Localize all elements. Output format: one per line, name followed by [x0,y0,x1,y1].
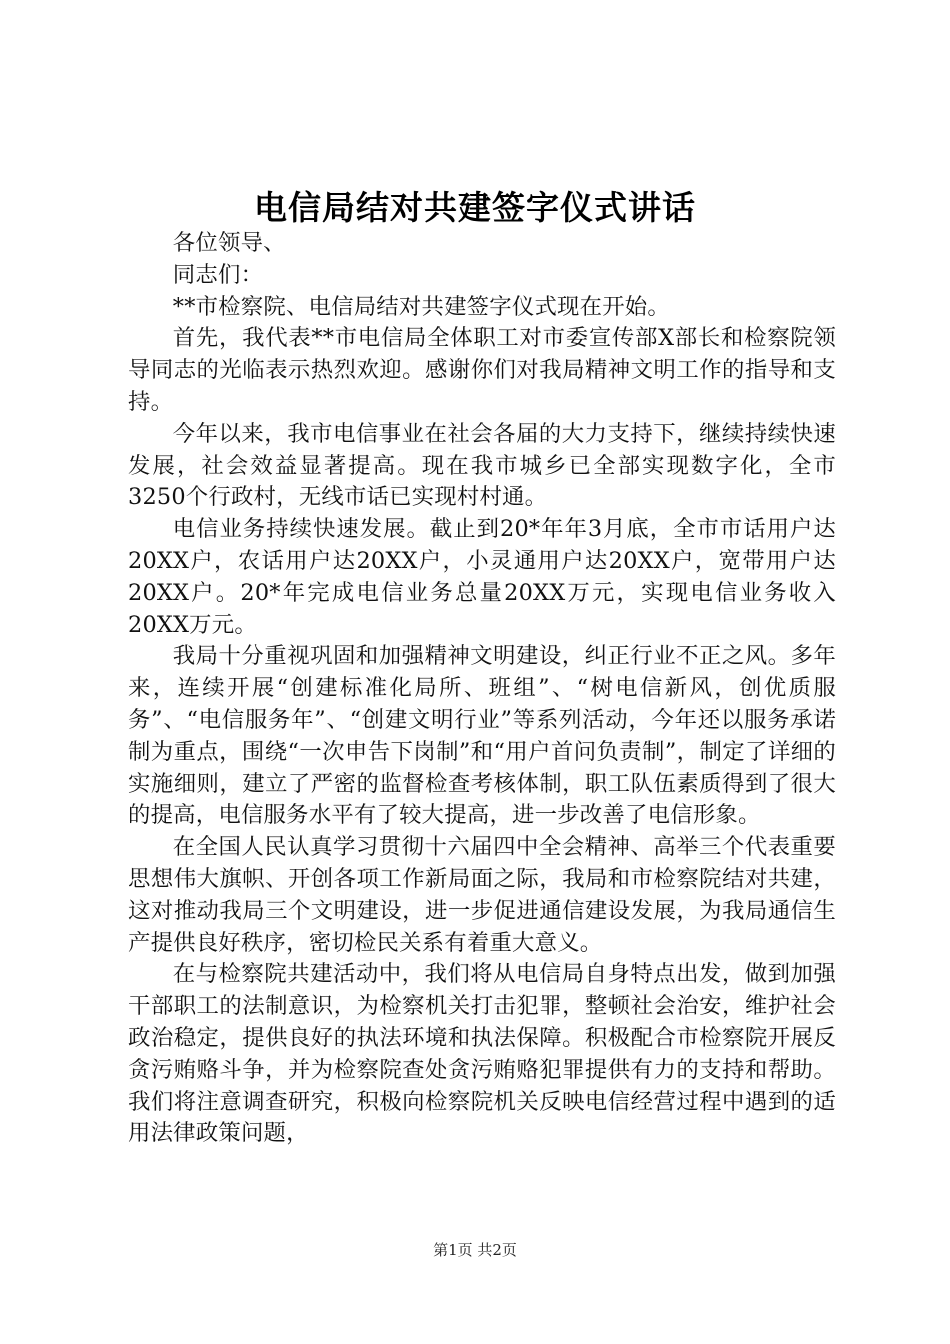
page-title: 电信局结对共建签字仪式讲话 [254,188,696,227]
civilization-building-paragraph: 我局十分重视巩固和加强精神文明建设，纠正行业不正之风。多年来，连续开展“创建标准化局所、班组”、“树电信新风，创优质服务”、“电信服务年”、“创建文明行业”等系列活动，今年还以服务承诺制为重点，围绕“一次申告下岗制”和“用户首问负责制”，制定了详细的实施细则，建立了严密的监督检查考核体制，职工队伍素质得到了很大的提高，电信服务水平有了较大提高，进一步改善了电信形象。 [128,643,836,829]
salutation-line-2: 同志们： [172,261,264,288]
salutation-line-1: 各位领导、 [172,230,286,256]
development-paragraph: 今年以来，我市电信事业在社会各届的大力支持下，继续持续快速发展，社会效益显著提高。现在我市城乡已全部实现数字化，全市3250个行政村，无线市话已实现村村通。 [128,420,836,511]
opening-paragraph: **市检察院、电信局结对共建签字仪式现在开始。 [172,293,670,320]
document-body [128,228,836,1150]
significance-paragraph: 在全国人民认真学习贯彻十六届四中全会精神、高举三个代表重要思想伟大旗帜、开创各项工作新局面之际，我局和市检察院结对共建，这对推动我局三个文明建设，进一步促进通信建设发展，为我局通信生产提供良好秩序，密切检民关系有着重大意义。 [128,834,836,956]
page-number-footer: 第1页 共2页 [433,1241,517,1259]
cooperation-paragraph: 在与检察院共建活动中，我们将从电信局自身特点出发，做到加强干部职工的法制意识，为检察机关打击犯罪，整顿社会治安，维护社会政治稳定，提供良好的执法环境和执法保障。积极配合市检察院开展反贪污贿赂斗争，并为检察院查处贪污贿赂犯罪提供有力的支持和帮助。我们将注意调查研究，积极向检察院机关反映电信经营过程中遇到的适用法律政策问题， [128,961,836,1147]
business-statistics-paragraph: 电信业务持续快速发展。截止到20*年年3月底，全市市话用户达20XX户，农话用户达20XX户，小灵通用户达20XX户，宽带用户达20XX户。20*年完成电信业务总量20XX万元，实现电信业务收入20XX万元。 [128,516,836,638]
welcome-paragraph: 首先，我代表**市电信局全体职工对市委宣传部X部长和检察院领导同志的光临表示热烈欢迎。感谢你们对我局精神文明工作的指导和支持。 [128,325,836,415]
